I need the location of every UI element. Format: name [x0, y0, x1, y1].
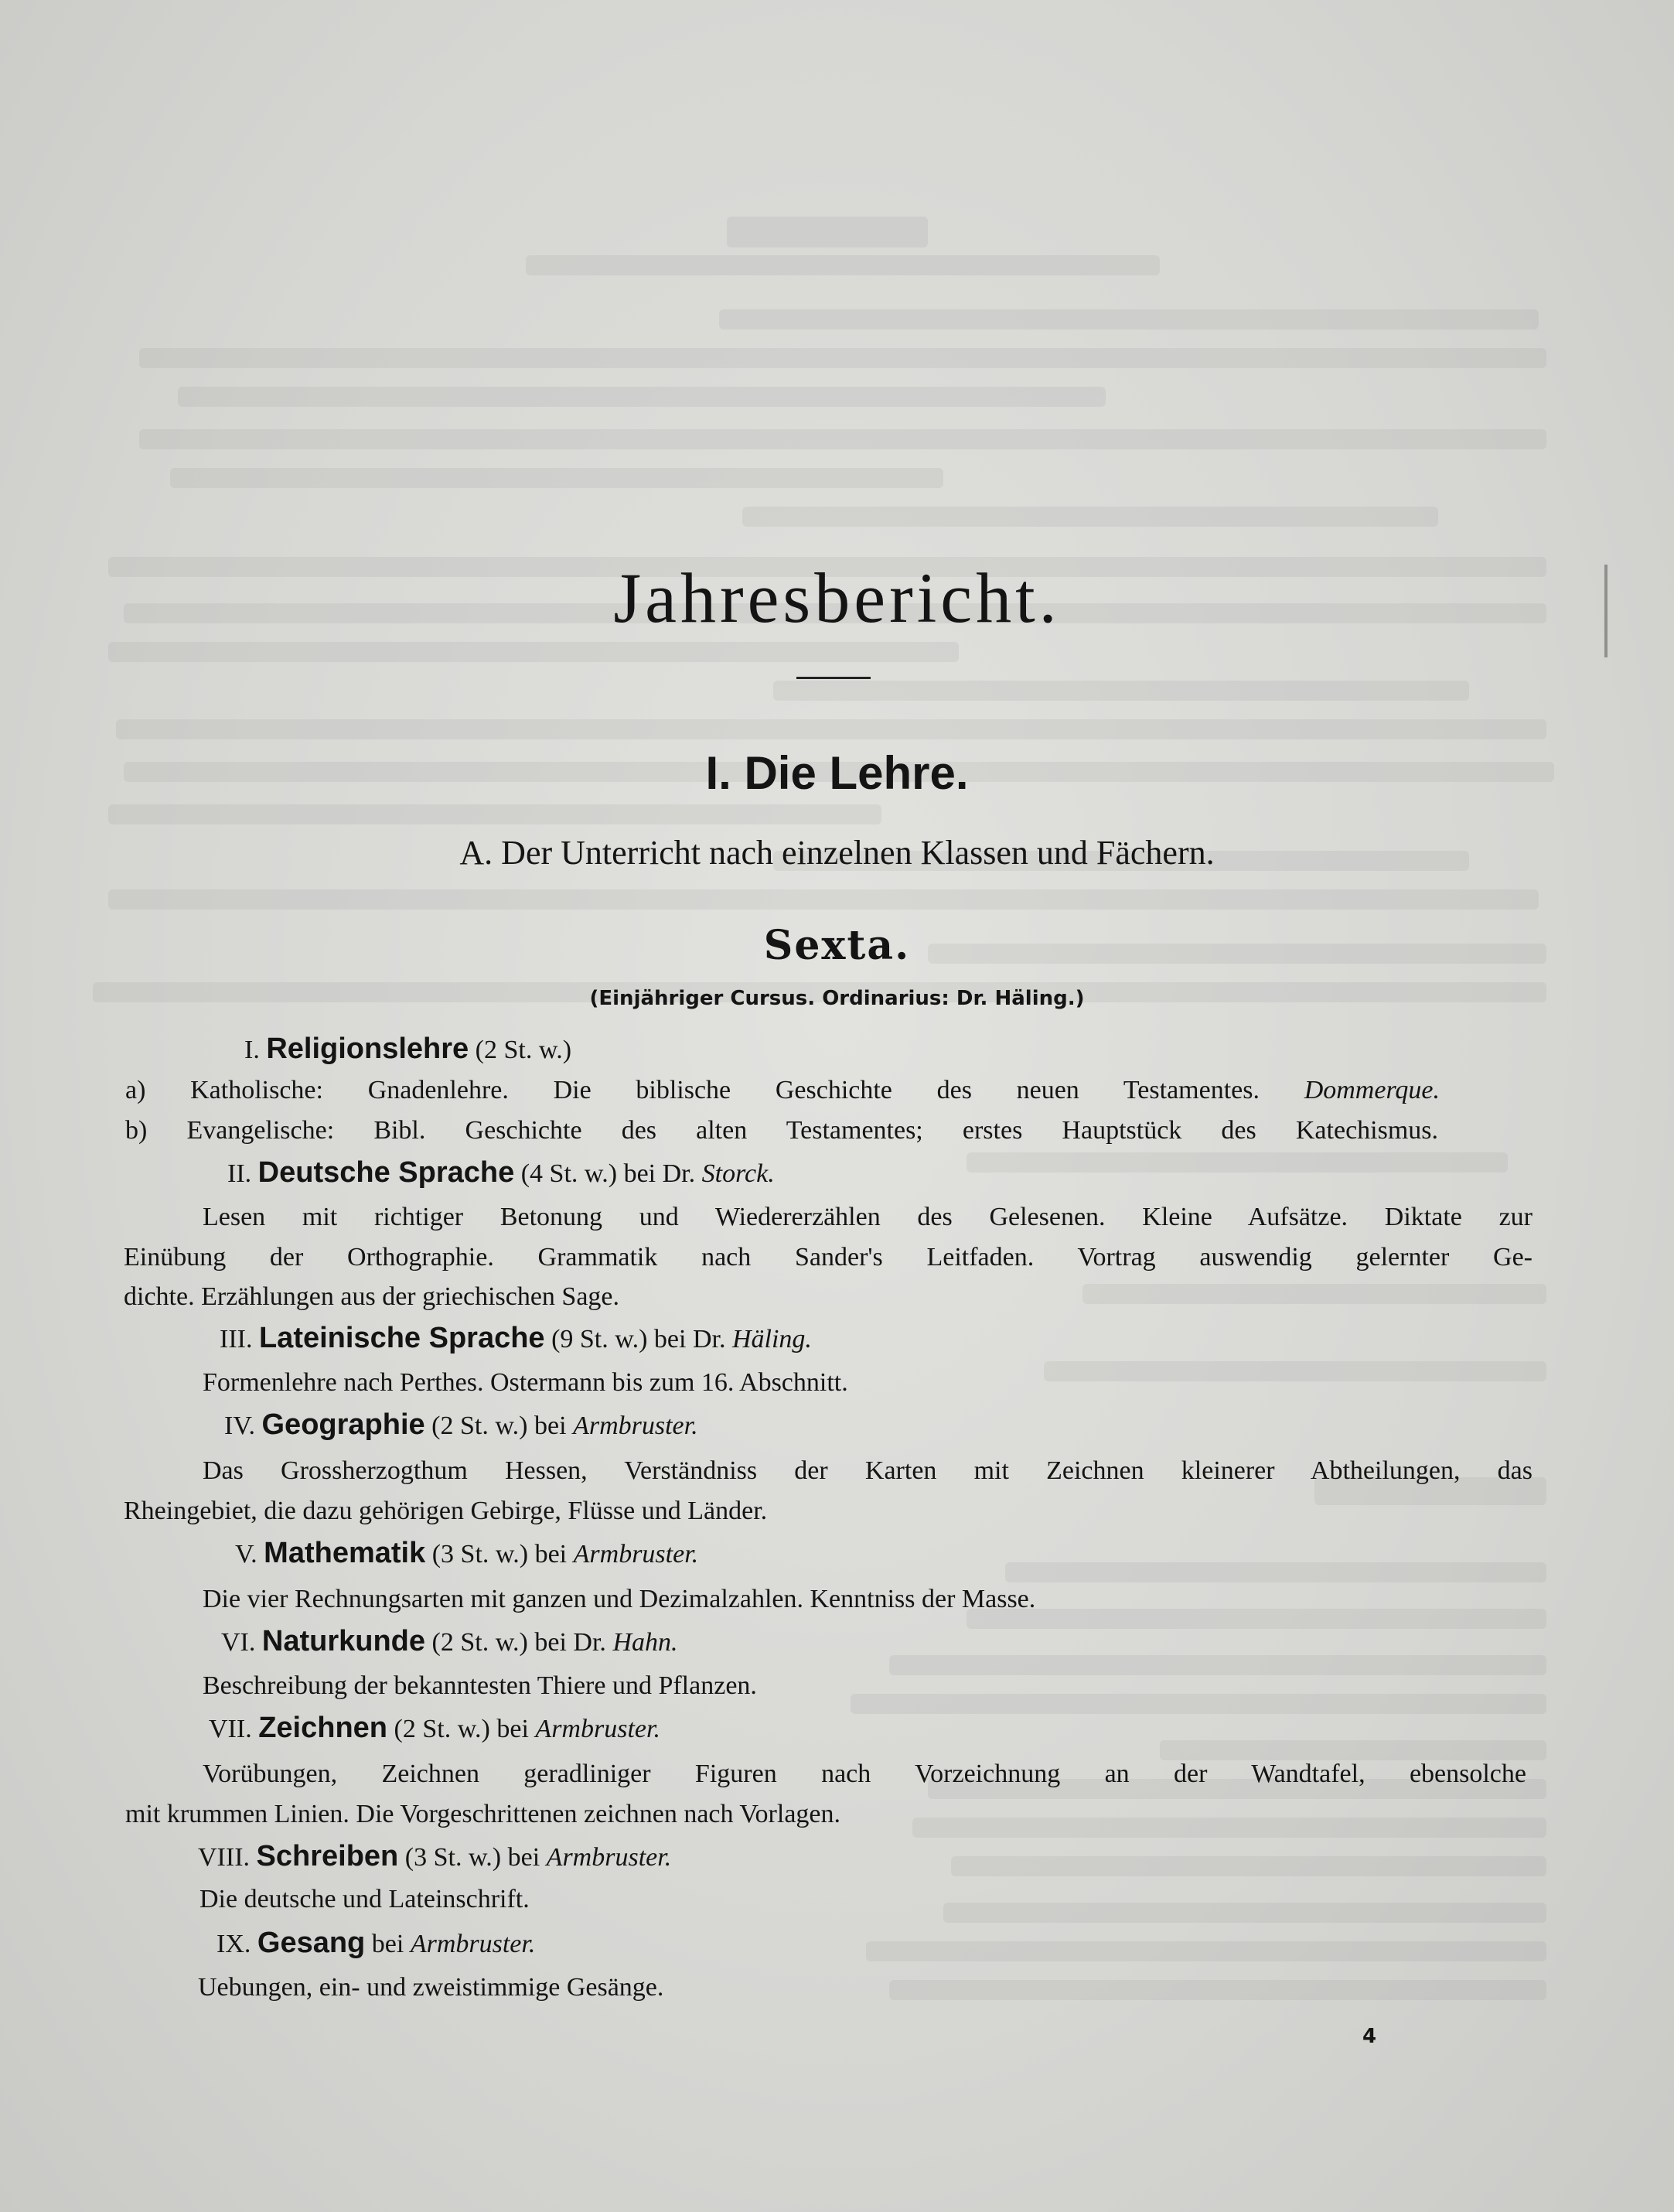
teacher-name: Hahn. [612, 1628, 678, 1657]
teacher-name: Armbruster. [573, 1412, 698, 1440]
subject-heading-drawing [209, 1711, 660, 1746]
subject-numeral: IV. [224, 1412, 255, 1440]
teacher-prefix: bei [534, 1412, 567, 1440]
teacher-prefix: bei Dr. [623, 1159, 696, 1188]
subject-hours: (4 St. w.) [520, 1159, 618, 1188]
teacher-prefix: bei [507, 1843, 540, 1872]
body-line: Die vier Rechnungsarten mit ganzen und Dezimalzahlen. Kenntniss der Masse. [203, 1585, 1036, 1613]
class-heading: Sexta. [763, 922, 911, 969]
subject-heading-religion [244, 1032, 571, 1067]
teacher-name: Dommerque. [1304, 1076, 1440, 1104]
title-divider [796, 677, 871, 679]
teacher-prefix: bei Dr. [534, 1628, 606, 1657]
body-line: Lesen mit richtiger Betonung und Wiedererzählen des Gelesenen. Kleine Aufsätze. Diktate zur [203, 1203, 1533, 1231]
body-line: Rheingebiet, die dazu gehörigen Gebirge, Flüsse und Länder. [124, 1497, 768, 1525]
subsection-heading: A. Der Unterricht nach einzelnen Klassen und Fächern. [459, 834, 1215, 872]
teacher-name: Armbruster. [546, 1843, 672, 1872]
denomination-label: b) Evangelische: [125, 1116, 335, 1145]
teacher-name: Armbruster. [535, 1715, 660, 1743]
subject-name: Deutsche Sprache [257, 1156, 515, 1189]
page-title: Jahresbericht. [613, 558, 1061, 637]
subject-hours: (2 St. w.) [431, 1412, 528, 1440]
teacher-name: Häling. [731, 1325, 812, 1353]
subject-heading-natural-science [221, 1624, 678, 1660]
subject-hours: (2 St. w.) [431, 1628, 528, 1657]
subject-hours: (2 St. w.) [394, 1715, 490, 1743]
body-line: Uebungen, ein- und zweistimmige Gesänge. [198, 1973, 664, 2002]
body-line: mit krummen Linien. Die Vorgeschrittenen zeichnen nach Vorlagen. [125, 1800, 841, 1828]
religion-line-protestant [125, 1114, 1438, 1148]
teacher-prefix: bei [534, 1540, 568, 1569]
body-line: Die deutsche und Lateinschrift. [199, 1885, 530, 1913]
subject-heading-singing [216, 1926, 535, 1961]
subject-name: Mathematik [264, 1537, 426, 1569]
subject-numeral: I. [244, 1036, 260, 1064]
subject-numeral: III. [220, 1325, 253, 1353]
body-line: dichte. Erzählungen aus der griechischen Sage. [124, 1282, 620, 1311]
religion-line-catholic [125, 1074, 1440, 1108]
body-line: Beschreibung der bekanntesten Thiere und Pflanzen. [203, 1671, 757, 1700]
page-number: 4 [1362, 2025, 1377, 2048]
teacher-prefix: bei [496, 1715, 529, 1743]
subject-numeral: VIII. [198, 1843, 251, 1872]
body-text: Bibl. Geschichte des alten Testamentes; erstes Hauptstück des Katechismus. [373, 1116, 1439, 1145]
subject-heading-mathematics [235, 1536, 698, 1572]
subject-name: Zeichnen [258, 1712, 388, 1744]
subject-hours: (2 St. w.) [475, 1036, 572, 1064]
body-line: Das Grossherzogthum Hessen, Verständniss der Karten mit Zeichnen kleinerer Abtheilungen, das [203, 1456, 1533, 1485]
subject-numeral: II. [227, 1159, 252, 1188]
subject-hours: (3 St. w.) [404, 1843, 502, 1872]
teacher-prefix: bei Dr. [653, 1325, 726, 1353]
body-line: Einübung der Orthographie. Grammatik nach Sander's Leitfaden. Vortrag auswendig gelernter Ge- [124, 1243, 1533, 1272]
denomination-label: a) Katholische: [125, 1076, 323, 1104]
subject-numeral: V. [235, 1540, 257, 1569]
subject-heading-latin [220, 1321, 812, 1357]
section-heading: I. Die Lehre. [705, 747, 969, 799]
subject-numeral: IX. [216, 1930, 251, 1958]
class-info: (Einjähriger Cursus. Ordinarius: Dr. Häling.) [589, 987, 1085, 1010]
subject-hours: (3 St. w.) [431, 1540, 529, 1569]
teacher-prefix: bei [371, 1930, 404, 1958]
body-text: Gnadenlehre. Die biblische Geschichte des neuen Testamentes. [367, 1076, 1260, 1104]
teacher-name: Storck. [701, 1159, 775, 1188]
subject-heading-german [227, 1155, 775, 1191]
subject-name: Gesang [257, 1927, 366, 1959]
body-line: Vorübungen, Zeichnen geradliniger Figuren nach Vorzeichnung an der Wandtafel, ebensolche [203, 1760, 1526, 1788]
subject-name: Schreiben [256, 1840, 399, 1872]
teacher-name: Armbruster. [573, 1540, 699, 1569]
subject-numeral: VII. [209, 1715, 252, 1743]
subject-name: Geographie [261, 1408, 425, 1441]
body-line: Formenlehre nach Perthes. Ostermann bis zum 16. Abschnitt. [203, 1368, 848, 1397]
teacher-name: Armbruster. [410, 1930, 536, 1958]
subject-name: Religionslehre [266, 1033, 469, 1065]
subject-name: Lateinische Sprache [258, 1322, 545, 1354]
subject-numeral: VI. [221, 1628, 256, 1657]
subject-heading-geography [224, 1408, 698, 1443]
subject-hours: (9 St. w.) [551, 1325, 648, 1353]
subject-name: Naturkunde [261, 1625, 426, 1657]
subject-heading-writing [198, 1839, 671, 1875]
